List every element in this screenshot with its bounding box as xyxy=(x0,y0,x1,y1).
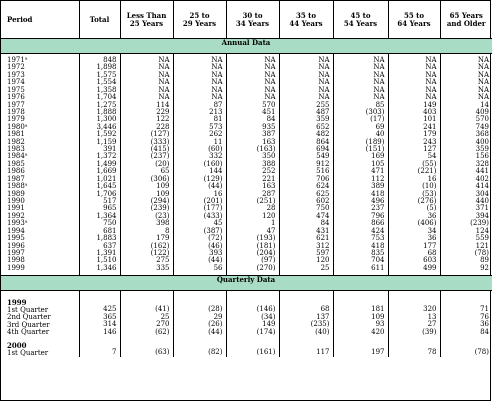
col-header-35-44: 35 to 44 Years xyxy=(279,1,333,39)
annual-65plus-list: NA NA NA NA NA NA 14 409 570 749 368 400 359 156 328 441 402 414 304 440 371 394 (239) 124 559 121 (78) 89 92 xyxy=(470,56,489,272)
header-row xyxy=(1,1,492,39)
quarterly-2000-period-cell xyxy=(1,336,79,357)
annual-55-64-list: NA NA NA NA NA NA 149 403 101 241 179 243 127 54 (55) (221) 16 (10) (53) (276) (5) 36 (406) 34 36 177 68 603 499 xyxy=(417,56,437,272)
q2000-30-34-cell xyxy=(226,336,279,357)
annual-45-54-list: NA NA NA NA NA NA 85 (303) (17) 69 40 (189) (151) 169 105 471 112 389 418 496 237 796 866 424 753 418 835 704 611 xyxy=(365,56,385,272)
q2000-45-54-list: 197 xyxy=(371,348,385,357)
annual-lt25-cell xyxy=(120,54,173,273)
q2000-30-34-list: (161) xyxy=(256,348,276,357)
q1999-65plus-cell xyxy=(440,291,492,337)
q1999-total-cell xyxy=(79,291,120,337)
annual-30-34-cell xyxy=(226,54,279,273)
col-header-25-29: 25 to 29 Years xyxy=(173,1,226,39)
annual-30-34-list: NA NA NA NA NA NA 570 451 84 935 387 163 (163) 350 388 252 221 163 287 (251) 28 120 1 47 (193) (181) (204) (97) (270) xyxy=(256,56,276,272)
q2000-lt25-list: (63) xyxy=(155,348,170,357)
annual-section-title: Annual Data xyxy=(1,39,492,54)
col-header-period: Period xyxy=(1,1,79,39)
q1999-35-44-list: 68 137 (235) (40) xyxy=(310,305,330,336)
quarterly-1999-period-cell xyxy=(1,291,79,337)
q1999-45-54-cell xyxy=(333,291,388,337)
q2000-55-64-list: 78 xyxy=(427,348,437,357)
q2000-lt25-cell xyxy=(120,336,173,357)
q1999-55-64-list: 320 13 27 (39) xyxy=(422,305,437,336)
q1999-total-list: 425 365 314 146 xyxy=(103,305,117,336)
q1999-35-44-cell xyxy=(279,291,333,337)
year-label-1999: 1999 xyxy=(7,298,27,308)
annual-block xyxy=(1,54,492,273)
quarterly-section-header xyxy=(1,276,492,291)
annual-35-44-cell xyxy=(279,54,333,273)
col-header-45-54: 45 to 54 Years xyxy=(333,1,388,39)
data-table xyxy=(1,1,492,357)
q1999-lt25-cell xyxy=(120,291,173,337)
annual-total-list: 848 1,898 1,575 1,554 1,358 1,704 1,275 1,888 1,300 3,446 1,592 1,159 391 1,372 1,499 1,669 1,021 1,645 1,706 517 965 1,364 750 681 1,883 637 1,391 1,510 1,346 xyxy=(96,56,117,272)
q2000-total-cell xyxy=(79,336,120,357)
col-header-lt25: Less Than 25 Years xyxy=(120,1,173,39)
q2000-25-29-list: (82) xyxy=(208,348,223,357)
q2000-period-list: 1st Quarter xyxy=(7,348,49,357)
annual-65plus-cell xyxy=(440,54,492,273)
q1999-30-34-list: (146) (34) 149 (174) xyxy=(256,305,276,336)
q1999-period-list: 1st Quarter 2nd Quarter 3rd Quarter 4th Quarter xyxy=(7,305,51,336)
q1999-30-34-cell xyxy=(226,291,279,337)
col-header-55-64: 55 to 64 Years xyxy=(388,1,440,39)
q2000-45-54-cell xyxy=(333,336,388,357)
col-header-total: Total xyxy=(79,1,120,39)
annual-35-44-list: NA NA NA NA NA NA 255 487 359 652 482 864 694 549 912 516 706 624 625 602 750 474 84 431 621 312 597 120 25 xyxy=(316,56,330,272)
quarterly-2000-block xyxy=(1,336,492,357)
q1999-65plus-list: 71 76 36 84 xyxy=(480,305,489,336)
q1999-25-29-cell xyxy=(173,291,226,337)
annual-25-29-list: NA NA NA NA NA NA 87 213 81 573 262 11 (60) 332 (160) 144 (129) (44) 16 (201) (177) (433) 45 (387) (72) (46) 393 (44) 56 xyxy=(203,56,223,272)
annual-total-cell xyxy=(79,54,120,273)
quarterly-section-title: Quarterly Data xyxy=(1,276,492,291)
q1999-45-54-list: 181 109 93 420 xyxy=(371,305,385,336)
q2000-35-44-list: 117 xyxy=(316,348,330,357)
annual-55-64-cell xyxy=(388,54,440,273)
q1999-55-64-cell xyxy=(388,291,440,337)
annual-period-list: 1971ᵃ 1972 1973 1974 1975 1976 1977 1978 1979 1980ᵃ 1981 1982 1983 1984ᵃ 1985 1986 1987 1988ᵃ 1989 1990 1991 1992 1993ᵃ 1994 1995 1996 1997 1998 1999 xyxy=(7,56,28,272)
q2000-65plus-cell xyxy=(440,336,492,357)
q1999-lt25-list: (41) 25 270 (62) xyxy=(155,305,170,336)
col-header-65plus: 65 Years and Older xyxy=(446,10,486,28)
annual-section-header xyxy=(1,39,492,54)
q1999-25-29-list: (28) 29 (26) (44) xyxy=(208,305,223,336)
q2000-total-list: 7 xyxy=(112,348,117,357)
annual-lt25-list: NA NA NA NA NA NA 114 229 122 228 (127) (333) (415) (237) (20) 65 (306) 109 109 (294) (239) (23) 398 8 179 (162) (122) 275 335 xyxy=(150,56,170,272)
col-header-30-34: 30 to 34 Years xyxy=(226,1,279,39)
quarterly-1999-block xyxy=(1,291,492,337)
year-label-2000: 2000 xyxy=(7,341,27,351)
annual-25-29-cell xyxy=(173,54,226,273)
q2000-25-29-cell xyxy=(173,336,226,357)
annual-period-cell xyxy=(1,54,79,273)
q2000-55-64-cell xyxy=(388,336,440,357)
q2000-35-44-cell xyxy=(279,336,333,357)
q2000-65plus-list: (78) xyxy=(474,348,489,357)
annual-45-54-cell xyxy=(333,54,388,273)
